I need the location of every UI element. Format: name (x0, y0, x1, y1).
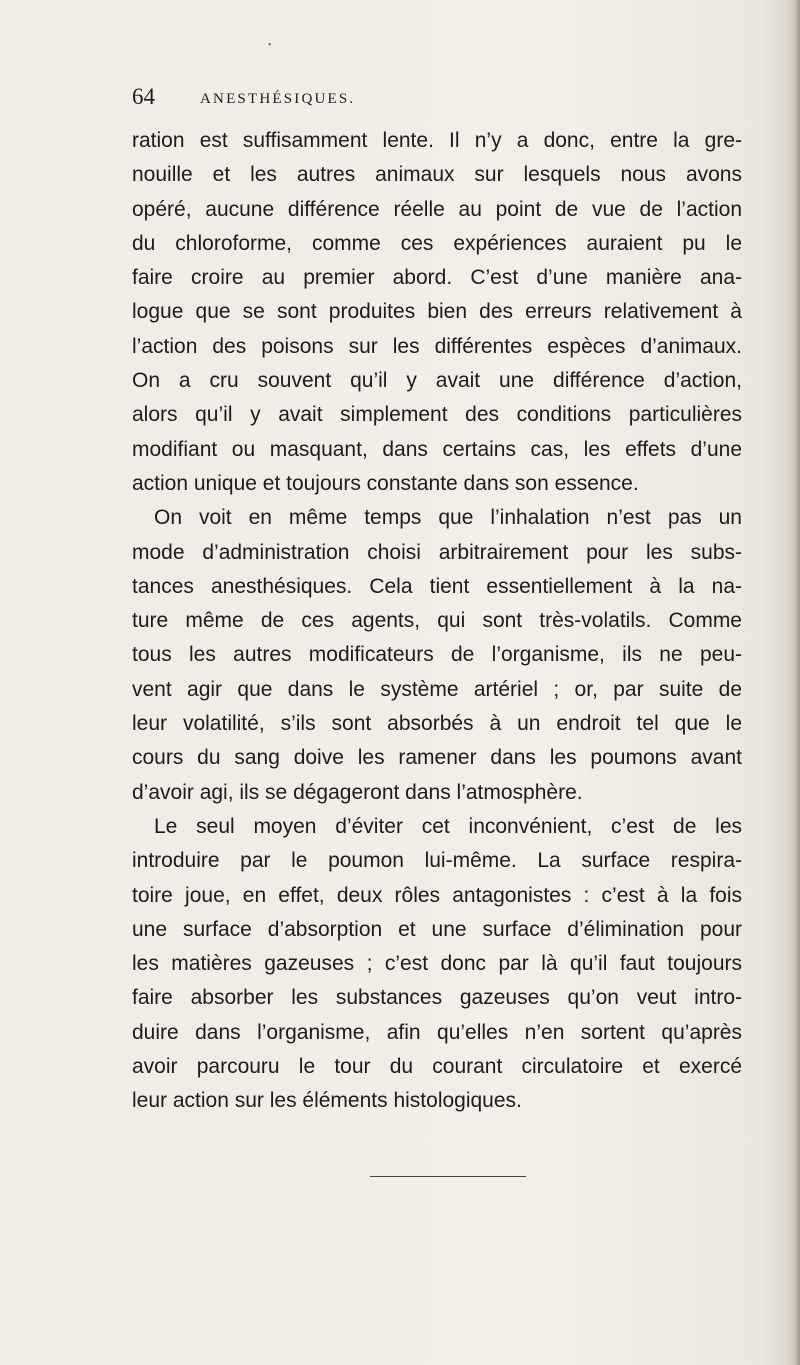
section-rule (370, 1176, 526, 1177)
text-line: leur action sur les éléments histologiques. (132, 1089, 522, 1113)
text-line: opéré, aucune différence réelle au point de vue de l’action (132, 197, 742, 221)
text-line: logue que se sont produites bien des erreurs relativement à (132, 300, 742, 324)
text-line: On a cru souvent qu’il y avait une différence d’action, (132, 369, 742, 393)
text-line: action unique et toujours constante dans son essence. (132, 471, 639, 495)
text-line: mode d’administration choisi arbitrairement pour les subs- (132, 540, 742, 564)
text-line: les matières gazeuses ; c’est donc par là qu’il faut toujours (132, 952, 742, 976)
page-number: 64 (132, 84, 155, 109)
text-line: d’avoir agi, ils se dégageront dans l’atmosphère. (132, 780, 583, 804)
text-line: ture même de ces agents, qui sont très-volatils. Comme (132, 609, 742, 633)
text-line: une surface d’absorption et une surface d’élimination pour (132, 917, 742, 941)
text-line: leur volatilité, s’ils sont absorbés à un endroit tel que le (132, 712, 742, 736)
text-line: modifiant ou masquant, dans certains cas, les effets d’une (132, 437, 742, 461)
text-line: Le seul moyen d’éviter cet inconvénient, c’est de les (154, 814, 742, 838)
body-text (132, 124, 742, 1119)
text-line: tous les autres modificateurs de l’organisme, ils ne peu- (132, 643, 742, 667)
text-line: du chloroforme, comme ces expériences auraient pu le (132, 231, 742, 255)
text-line: toire joue, en effet, deux rôles antagonistes : c’est à la fois (132, 883, 742, 907)
text-line: tances anesthésiques. Cela tient essentiellement à la na- (132, 574, 742, 598)
ink-speck: • (268, 40, 272, 51)
text-line: l’action des poisons sur les différentes espèces d’animaux. (132, 334, 742, 358)
text-line: alors qu’il y avait simplement des conditions particulières (132, 403, 742, 427)
text-line: duire dans l’organisme, afin qu’elles n’en sortent qu’après (132, 1020, 742, 1044)
text-line: On voit en même temps que l’inhalation n’est pas un (154, 506, 742, 530)
text-line: ration est suffisamment lente. Il n’y a donc, entre la gre- (132, 129, 742, 152)
text-line: avoir parcouru le tour du courant circulatoire et exercé (132, 1055, 742, 1079)
page-edge-shadow (786, 0, 800, 1365)
running-head: ANESTHÉSIQUES. (200, 91, 356, 107)
text-line: vent agir que dans le système artériel ; or, par suite de (132, 677, 742, 701)
text-line: faire absorber les substances gazeuses qu’on veut intro- (132, 986, 742, 1010)
text-line: nouille et les autres animaux sur lesquels nous avons (132, 163, 742, 187)
text-line: faire croire au premier abord. C’est d’une manière ana- (132, 266, 742, 290)
text-line: introduire par le poumon lui-même. La surface respira- (132, 849, 742, 873)
page-header (132, 84, 732, 114)
text-line: cours du sang doive les ramener dans les poumons avant (132, 746, 742, 770)
